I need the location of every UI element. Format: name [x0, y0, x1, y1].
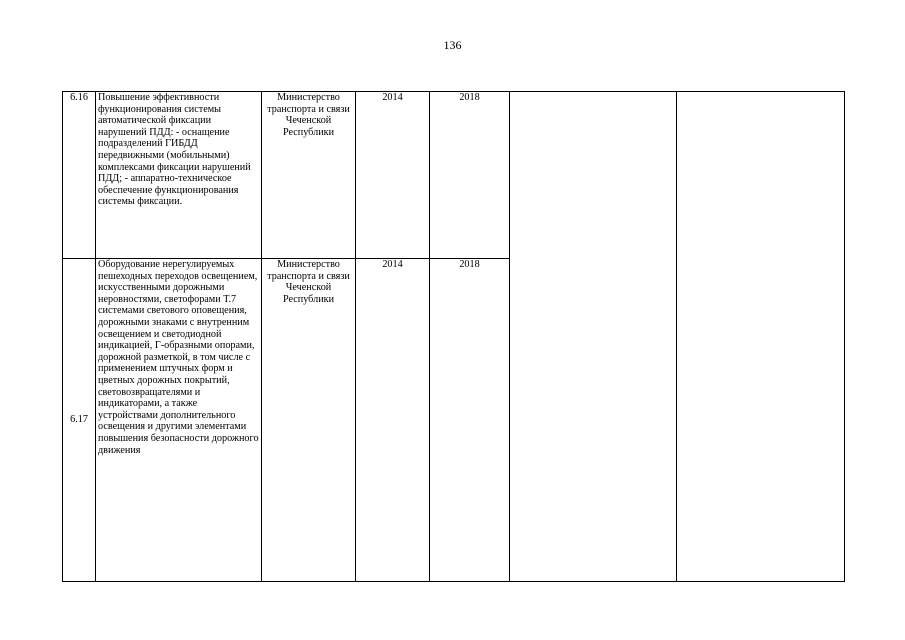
executor-cell: Министерство транспорта и связи Чеченской Республики	[262, 259, 356, 582]
end-year-cell: 2018	[430, 92, 510, 259]
measures-table	[62, 91, 845, 582]
end-year-cell: 2018	[430, 259, 510, 582]
table-row	[63, 92, 845, 259]
row-number: 6.16	[63, 92, 96, 259]
empty-cell	[510, 92, 677, 582]
executor-cell: Министерство транспорта и связи Чеченской Республики	[262, 92, 356, 259]
row-number: 6.17	[63, 259, 96, 582]
empty-cell	[677, 92, 845, 582]
measure-description: Оборудование нерегулируемых пешеходных переходов освещением, искусственными дорожными неровностями, светофорами Т.7 системами светового оповещения, дорожными знаками с внутренним освещением и светодиодной индикацией, Г-образными опорами, дорожной разметкой, в том числе с применением штучных форм и цветных дорожных покрытий, световозвращателями и индикаторами, а также устройствами дополнительного освещения и другими элементами повышения безопасности дорожного движения	[96, 259, 262, 582]
start-year-cell: 2014	[356, 259, 430, 582]
page-number: 136	[443, 38, 462, 52]
start-year-cell: 2014	[356, 92, 430, 259]
measure-description: Повышение эффективности функционирования системы автоматической фиксации нарушений ПДД: - оснащение подразделений ГИБДД передвижными (мобильными) комплексами фиксации нарушений ПДД; - аппаратно-техническое обеспечение функционирования системы фиксации.	[96, 92, 262, 259]
